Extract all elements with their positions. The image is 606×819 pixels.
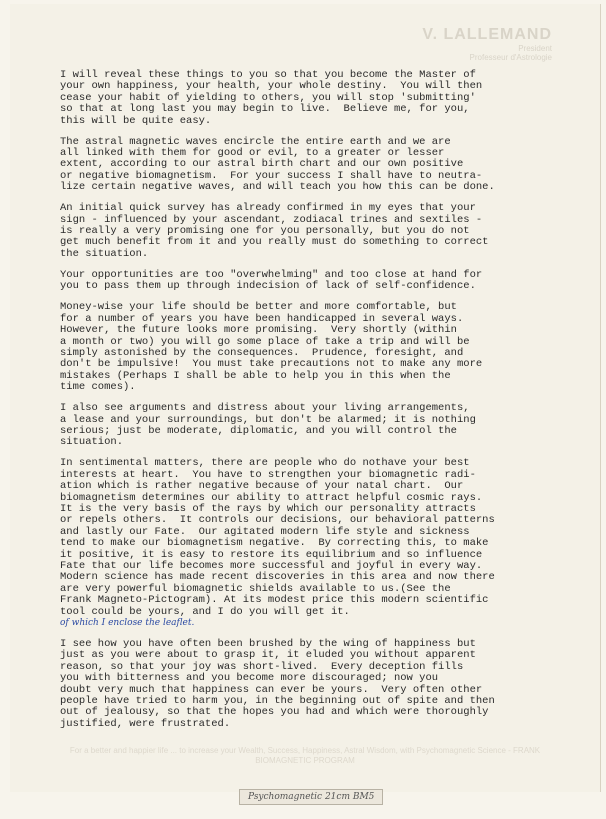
line: get much benefit from it and you really must do something to correct — [60, 236, 489, 249]
line: The astral magnetic waves encircle the entire earth and we are — [60, 135, 451, 148]
line: doubt very much that happiness can ever be yours. Very often other — [60, 683, 483, 696]
paragraph-2 — [60, 137, 580, 194]
line: In sentimental matters, there are people who do nothave your best — [60, 457, 470, 470]
line: extent, according to our astral birth chart and our own positive — [60, 158, 464, 171]
line: for a number of years you have been handicapped in several ways. — [60, 312, 464, 325]
letterhead-name: V. LALLEMAND — [422, 26, 552, 43]
paragraph-1 — [60, 70, 580, 127]
line: serious; just be moderate, diplomatic, and you will control the — [60, 424, 457, 437]
line: sign - influenced by your ascendant, zodiacal trines and sextiles - — [60, 213, 483, 226]
line: or negative biomagnetism. For your success I shall have to neutra- — [60, 169, 483, 182]
line: don't be impulsive! You must take precautions not to make any more — [60, 358, 483, 371]
line: this will be quite easy. — [60, 114, 212, 127]
line: a lease and your surroundings, but don't be alarmed; it is nothing — [60, 413, 476, 426]
line: Modern science has made recent discoveries in this area and now there — [60, 571, 495, 584]
line: Money-wise your life should be better and more comfortable, but — [60, 301, 457, 314]
line: However, the future looks more promising. Very shortly (within — [60, 324, 457, 337]
paragraph-3 — [60, 203, 580, 260]
letterhead-line-1: President — [518, 44, 552, 53]
line: cease your habit of yielding to others, you will stop 'submitting' — [60, 91, 476, 104]
footer-show-through: For a better and happier life ... to increase your Wealth, Success, Happiness, Astral Wisdom, with Psychomagnetic Science - FRANK BIOMAGNETIC PROGRAM — [69, 746, 541, 765]
line: a month or two) you will go some place of take a trip and will be — [60, 335, 470, 348]
line: lize certain negative waves, and will teach you how this can be done. — [60, 181, 495, 194]
line: your own happiness, your health, your whole destiny. You will then — [60, 80, 483, 93]
line: ation which is rather negative because of your natal chart. Our — [60, 480, 464, 493]
line: you to pass them up through indecision of lack of self-confidence. — [60, 280, 476, 293]
line: tool could be yours, and I do you will get it. — [60, 605, 350, 618]
line: time comes). — [60, 381, 136, 394]
archive-label: Psychomagnetic 21cm BM5 — [239, 789, 383, 805]
line: simply astonished by the consequences. Prudence, foresight, and — [60, 346, 464, 359]
line: An initial quick survey has already confirmed in my eyes that your — [60, 202, 476, 215]
line: and lastly our Fate. Our agitated modern life style and sickness — [60, 525, 470, 538]
paragraph-8 — [60, 639, 580, 730]
line: interests at heart. You have to strengthen your biomagnetic radi- — [60, 468, 476, 481]
line: just as you were about to grasp it, it eluded you without apparent — [60, 649, 476, 662]
line: are very powerful biomagnetic shields available to us.(See the — [60, 582, 451, 595]
line: is really a very promising one for you personally, but you do not — [60, 225, 470, 238]
paragraph-6 — [60, 403, 580, 449]
line: reason, so that your joy was short-lived. Every deception fills — [60, 660, 464, 673]
line: out of jealousy, so that the hopes you had and which were thoroughly — [60, 706, 489, 719]
line: or repels others. It controls our decisions, our behavioral patterns — [60, 514, 495, 527]
line: situation. — [60, 436, 124, 449]
line: justified, were frustrated. — [60, 717, 231, 730]
line: all linked with them for good or evil, to a greater or lesser — [60, 147, 445, 160]
line: tend to make our biomagnetism negative. By correcting this, to make — [60, 537, 489, 550]
line: Frank Magneto-Pictogram). At its modest price this modern scientific — [60, 594, 489, 607]
line: Your opportunities are too "overwhelming" and too close at hand for — [60, 268, 483, 281]
letterhead-line-2: Professeur d'Astrologie — [469, 53, 552, 62]
line: It is the very basis of the rays by which our personality attracts — [60, 502, 476, 515]
line: Fate that our life becomes more successful and joyful in every way. — [60, 560, 483, 572]
line: biomagnetism determines our ability to attract helpful cosmic rays. — [60, 491, 483, 504]
line: mistakes (Perhaps I shall be able to help you in this when the — [60, 369, 451, 382]
line: so that at long last you may begin to live. Believe me, for you, — [60, 103, 470, 116]
paragraph-5 — [60, 302, 580, 393]
line: I see how you have often been brushed by the wing of happiness but — [60, 638, 476, 651]
line: people have tried to harm you, in the beginning out of spite and then — [60, 695, 495, 708]
line: it positive, it is easy to restore its equilibrium and so influence — [60, 548, 483, 561]
line: I will reveal these things to you so that you become the Master of — [60, 69, 476, 81]
letterhead-show-through — [422, 26, 552, 62]
line: you with bitterness and you become more discouraged; now you — [60, 672, 439, 685]
line: the situation. — [60, 247, 149, 260]
handwritten-note: of which I enclose the leaflet. — [60, 618, 195, 629]
line: I also see arguments and distress about your living arrangements, — [60, 402, 470, 415]
letter-body — [60, 70, 580, 740]
paragraph-4 — [60, 270, 580, 293]
paragraph-7 — [60, 458, 580, 629]
